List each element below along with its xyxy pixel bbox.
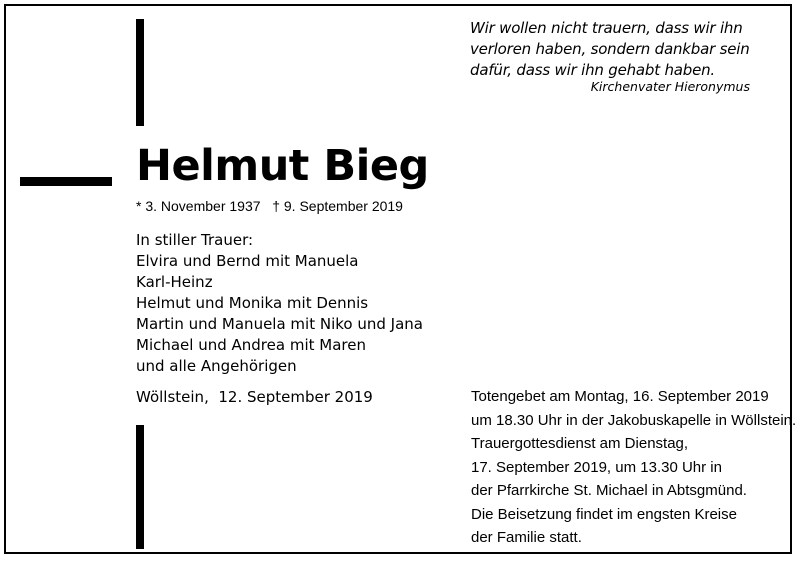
death-date: † 9. September 2019 — [272, 198, 403, 214]
quote-line: Wir wollen nicht trauern, dass wir ihn — [470, 19, 743, 37]
mourners-list — [136, 230, 423, 377]
life-dates — [136, 196, 403, 216]
mourners-line: und alle Angehörigen — [136, 357, 297, 375]
mourners-line: Karl-Heinz — [136, 273, 213, 291]
place-and-date: Wöllstein, 12. September 2019 — [136, 388, 373, 406]
service-line: der Pfarrkirche St. Michael in Abtsgmünd. — [471, 482, 747, 499]
service-line: 17. September 2019, um 13.30 Uhr in — [471, 458, 722, 476]
mourners-line: Martin und Manuela mit Niko und Jana — [136, 315, 423, 333]
mourners-line: Elvira und Bernd mit Manuela — [136, 252, 359, 270]
cross-bar-top — [136, 19, 144, 126]
quote-author: Kirchenvater Hieronymus — [590, 79, 750, 94]
service-line: Totengebet am Montag, 16. September 2019 — [471, 388, 769, 405]
mourners-line: Michael und Andrea mit Maren — [136, 336, 366, 354]
birth-date: * 3. November 1937 — [136, 198, 261, 214]
service-line: um 18.30 Uhr in der Jakobuskapelle in Wöllstein. — [471, 411, 797, 429]
quote-line: verloren haben, sondern dankbar sein — [470, 40, 750, 58]
mourners-line: Helmut und Monika mit Dennis — [136, 294, 369, 312]
service-line: der Familie statt. — [471, 529, 582, 546]
quote-line: dafür, dass wir ihn gehabt haben. — [470, 61, 716, 79]
memorial-quote — [470, 18, 770, 81]
deceased-name: Helmut Bieg — [136, 141, 429, 191]
cross-bar-left — [20, 177, 112, 186]
service-line: Trauergottesdienst am Dienstag, — [471, 435, 689, 452]
mourners-line: In stiller Trauer: — [136, 231, 254, 249]
service-details — [471, 385, 796, 550]
service-line: Die Beisetzung findet im engsten Kreise — [471, 505, 737, 523]
cross-bar-bottom — [136, 425, 144, 549]
